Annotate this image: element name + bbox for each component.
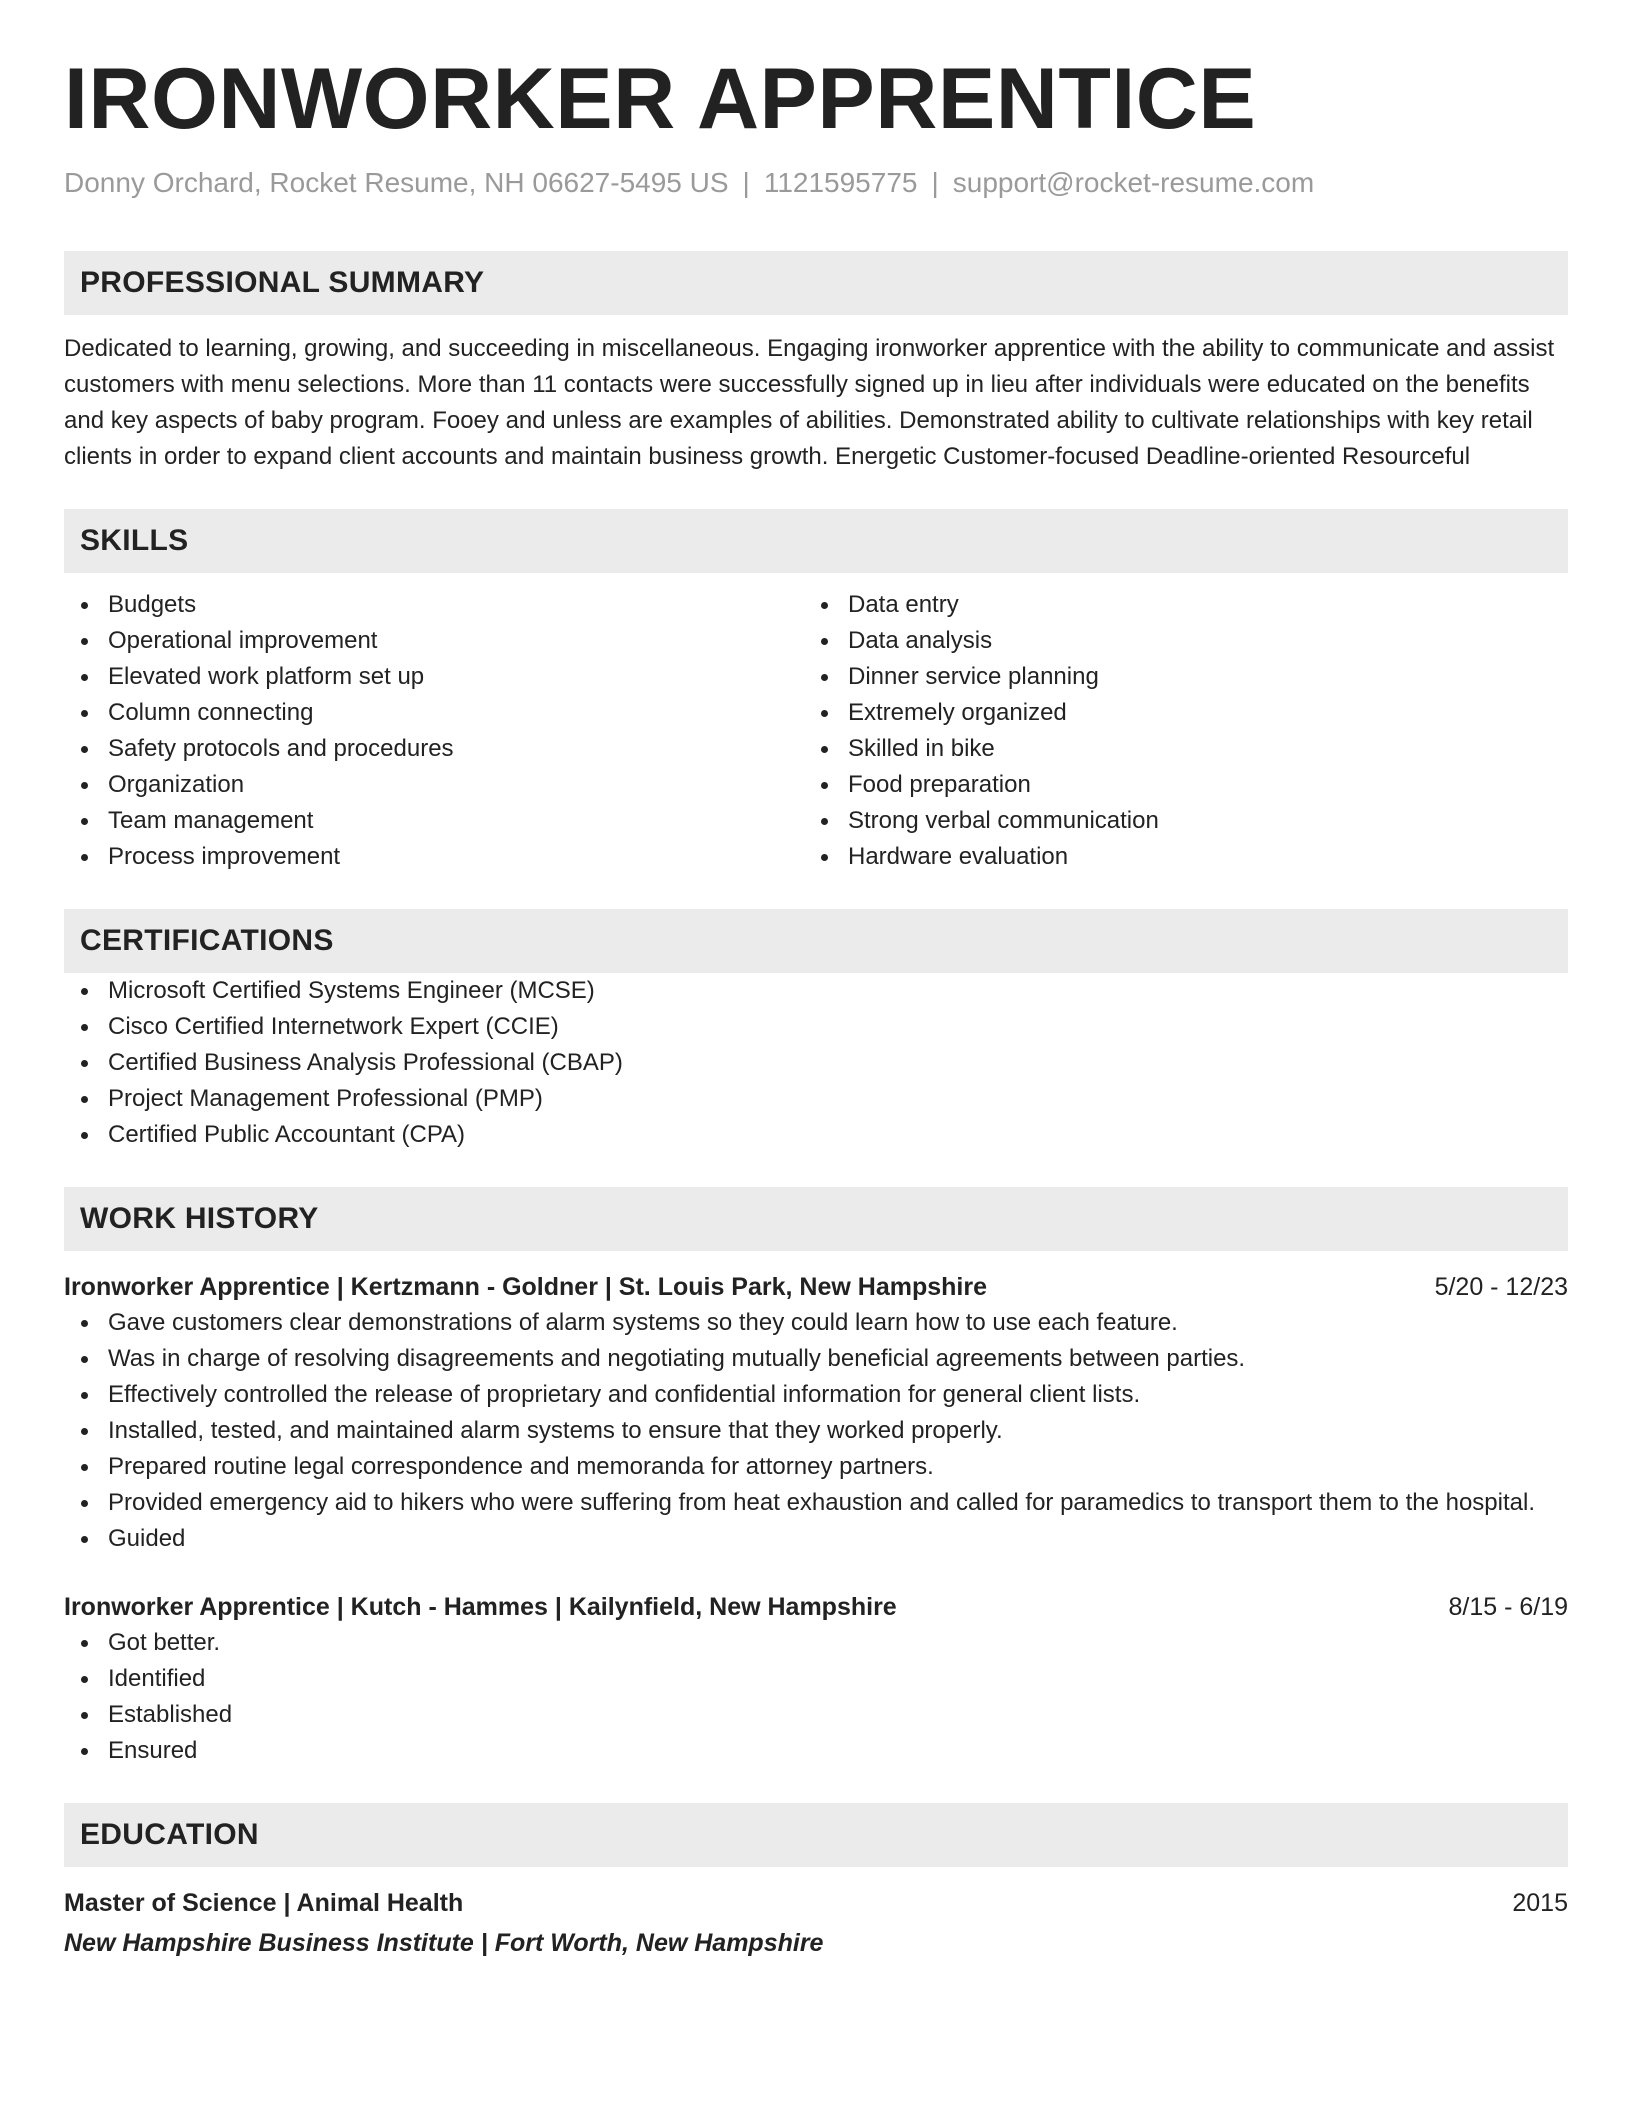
job-title: Ironworker Apprentice | Kertzmann - Goldner | St. Louis Park, New Hampshire: [64, 1272, 987, 1301]
certification-item: Certified Public Accountant (CPA): [64, 1117, 1568, 1153]
contact-separator: |: [931, 166, 939, 198]
certifications-section-header: CERTIFICATIONS: [64, 909, 1568, 973]
skill-item: Dinner service planning: [804, 659, 1544, 695]
skill-item: Food preparation: [804, 767, 1544, 803]
job-duties-list: [64, 1305, 1568, 1557]
job-duty-item: Provided emergency aid to hikers who were suffering from heat exhaustion and called for paramedics to transport them to the hospital.: [64, 1485, 1568, 1521]
skills-column-right: [804, 587, 1544, 875]
job-duty-item: Effectively controlled the release of proprietary and confidential information for general client lists.: [64, 1377, 1568, 1413]
job-header: [64, 1589, 1568, 1625]
certification-item: Cisco Certified Internetwork Expert (CCIE): [64, 1009, 1568, 1045]
skill-item: Extremely organized: [804, 695, 1544, 731]
certifications-list: [64, 973, 1568, 1153]
summary-text: Dedicated to learning, growing, and succeeding in miscellaneous. Engaging ironworker apprentice with the ability to communicate and assist customers with menu selections. More than 11 contacts were successfully signed up in lieu after individuals were educated on the benefits and key aspects of baby program. Fooey and unless are examples of abilities. Demonstrated ability to cultivate relationships with key retail clients in order to expand client accounts and maintain business growth. Energetic Customer-focused Deadline-oriented Resourceful: [64, 334, 1555, 470]
education-year: 2015: [1512, 1888, 1568, 1917]
job-dates: 5/20 - 12/23: [1434, 1272, 1568, 1301]
job-dates: 8/15 - 6/19: [1448, 1592, 1568, 1621]
certification-item: Microsoft Certified Systems Engineer (MCSE): [64, 973, 1568, 1009]
skill-item: Data analysis: [804, 623, 1544, 659]
skill-item: Safety protocols and procedures: [64, 731, 804, 767]
skill-item: Data entry: [804, 587, 1544, 623]
skills-list: [64, 587, 1568, 875]
contact-address: Donny Orchard, Rocket Resume, NH 06627-5495 US: [64, 166, 729, 198]
skill-item: Process improvement: [64, 839, 804, 875]
job-title: Ironworker Apprentice | Kutch - Hammes | Kailynfield, New Hampshire: [64, 1592, 897, 1621]
skill-item: Budgets: [64, 587, 804, 623]
skill-item: Column connecting: [64, 695, 804, 731]
job-duty-item: Got better.: [64, 1625, 1568, 1661]
skill-item: Elevated work platform set up: [64, 659, 804, 695]
contact-email: support@rocket-resume.com: [952, 166, 1315, 198]
skill-item: Team management: [64, 803, 804, 839]
skill-item: Organization: [64, 767, 804, 803]
skill-item: Hardware evaluation: [804, 839, 1544, 875]
job-duty-item: Was in charge of resolving disagreements and negotiating mutually beneficial agreements between parties.: [64, 1341, 1568, 1377]
skill-item: Strong verbal communication: [804, 803, 1544, 839]
job-duty-item: Identified: [64, 1661, 1568, 1697]
education-degree: Master of Science | Animal Health: [64, 1888, 464, 1917]
education-section-header: EDUCATION: [64, 1803, 1568, 1867]
job-header: [64, 1269, 1568, 1305]
certification-item: Project Management Professional (PMP): [64, 1081, 1568, 1117]
work-history-section-header: WORK HISTORY: [64, 1187, 1568, 1251]
skill-item: Skilled in bike: [804, 731, 1544, 767]
skills-section-header: SKILLS: [64, 509, 1568, 573]
job-duty-item: Prepared routine legal correspondence and memoranda for attorney partners.: [64, 1449, 1568, 1485]
job-duty-item: Gave customers clear demonstrations of alarm systems so they could learn how to use each feature.: [64, 1305, 1568, 1341]
contact-line: [64, 165, 1568, 201]
education-school: New Hampshire Business Institute | Fort Worth, New Hampshire: [64, 1928, 824, 1957]
job-duty-item: Ensured: [64, 1733, 1568, 1769]
education-header: [64, 1885, 1568, 1921]
job-duty-item: Installed, tested, and maintained alarm systems to ensure that they worked properly.: [64, 1413, 1568, 1449]
certification-item: Certified Business Analysis Professional (CBAP): [64, 1045, 1568, 1081]
contact-separator: |: [742, 166, 750, 198]
job-duty-item: Established: [64, 1697, 1568, 1733]
job-duties-list: [64, 1625, 1568, 1769]
job-duty-item: Guided: [64, 1521, 1568, 1557]
skills-column-left: [64, 587, 804, 875]
skill-item: Operational improvement: [64, 623, 804, 659]
contact-phone: 1121595775: [763, 166, 918, 198]
summary-section-header: PROFESSIONAL SUMMARY: [64, 251, 1568, 315]
resume-title: IRONWORKER APPRENTICE: [64, 51, 1257, 147]
